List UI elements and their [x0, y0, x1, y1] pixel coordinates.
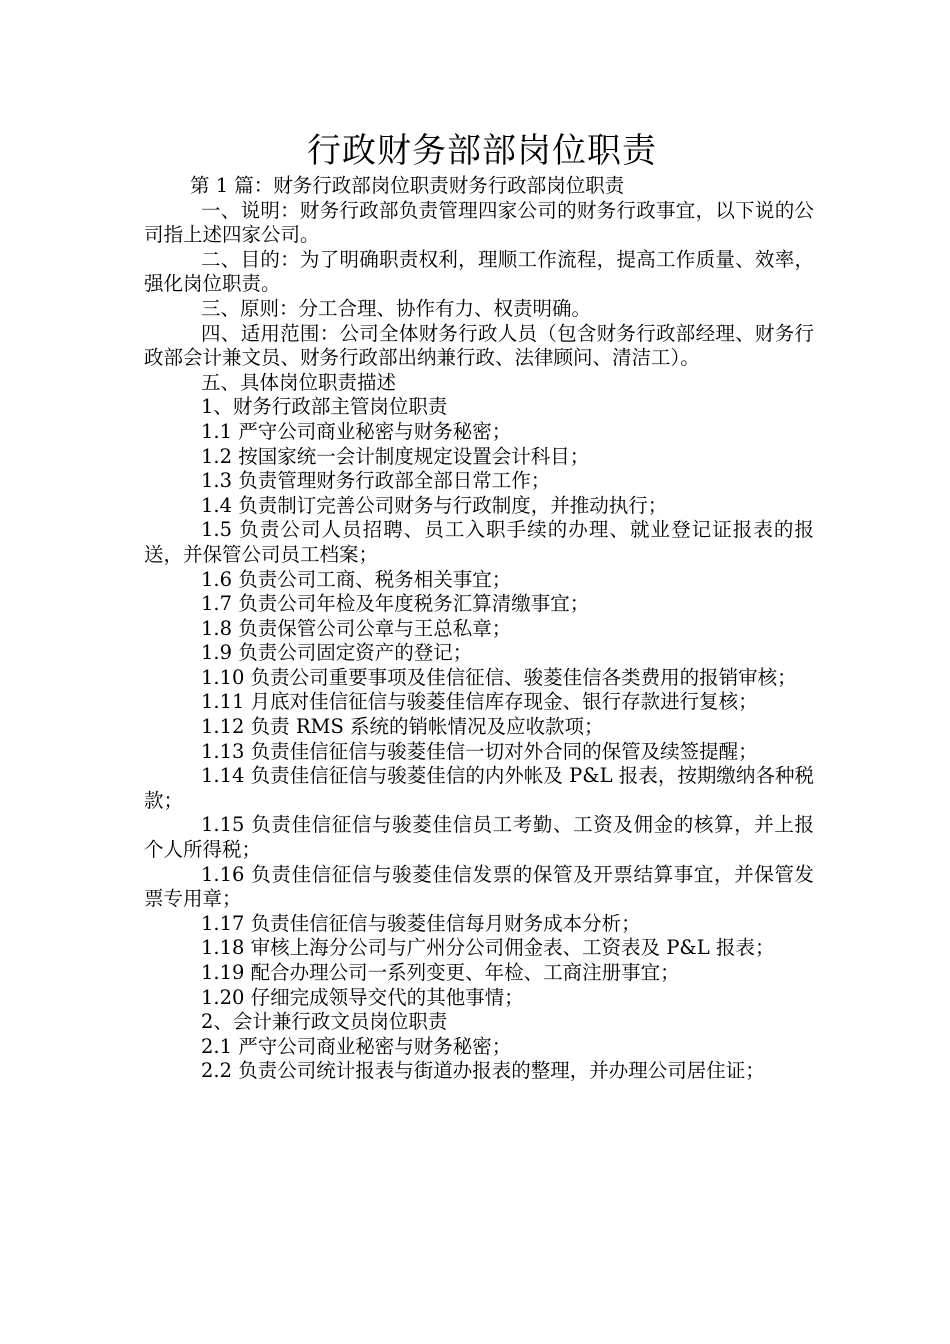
duty-item: 1.9 负责公司固定资产的登记； — [201, 641, 473, 665]
duty-item: 1.17 负责佳信征信与骏菱佳信每月财务成本分析； — [201, 911, 641, 935]
duty-item: 1.20 仔细完成领导交代的其他事情； — [201, 985, 524, 1009]
paragraph-purpose: 二、目的：为了明确职责权利，理顺工作流程，提高工作质量、效率，强化岗位职责。 — [144, 247, 814, 296]
paragraph-principle: 三、原则：分工合理、协作有力、权责明确。 — [201, 296, 592, 320]
duty-item: 1.13 负责佳信征信与骏菱佳信一切对外合同的保管及续签提醒； — [201, 739, 758, 763]
duty-item: 1.15 负责佳信征信与骏菱佳信员工考勤、工资及佣金的核算，并上报个人所得税； — [144, 813, 814, 862]
document-page — [144, 128, 814, 1084]
duty-item: 1.11 月底对佳信征信与骏菱佳信库存现金、银行存款进行复核； — [201, 690, 758, 714]
duty-item: 1.3 负责管理财务行政部全部日常工作； — [201, 469, 551, 493]
duty-item: 2.1 严守公司商业秘密与财务秘密； — [201, 1034, 512, 1058]
subsection-heading-supervisor: 1、财务行政部主管岗位职责 — [201, 395, 448, 419]
duty-item: 1.12 负责 RMS 系统的销帐情况及应收款项； — [201, 715, 604, 739]
duty-item: 2.2 负责公司统计报表与街道办报表的整理，并办理公司居住证； — [201, 1059, 765, 1083]
paragraph-explanation: 一、说明：财务行政部负责管理四家公司的财务行政事宜，以下说的公司指上述四家公司。 — [144, 198, 814, 247]
duty-item: 1.8 负责保管公司公章与王总私章； — [201, 616, 512, 640]
duty-item: 1.6 负责公司工商、税务相关事宜； — [201, 567, 512, 591]
duty-item: 1.14 负责佳信征信与骏菱佳信的内外帐及 P&L 报表，按期缴纳各种税款； — [144, 764, 814, 812]
duty-item: 1.1 严守公司商业秘密与财务秘密； — [201, 419, 512, 443]
document-body — [144, 174, 814, 1084]
section-heading-duties: 五、具体岗位职责描述 — [201, 370, 397, 394]
subsection-heading-accountant: 2、会计兼行政文员岗位职责 — [201, 1010, 448, 1034]
duty-item: 1.19 配合办理公司一系列变更、年检、工商注册事宜； — [201, 961, 680, 984]
duty-item: 1.16 负责佳信征信与骏菱佳信发票的保管及开票结算事宜，并保管发票专用章； — [144, 862, 814, 911]
duty-item: 1.5 负责公司人员招聘、员工入职手续的办理、就业登记证报表的报送，并保管公司员工档案； — [144, 518, 814, 566]
duty-item: 1.10 负责公司重要事项及佳信征信、骏菱佳信各类费用的报销审核； — [201, 665, 797, 689]
duty-item: 1.18 审核上海分公司与广州分公司佣金表、工资表及 P&L 报表； — [201, 936, 775, 960]
chapter-heading: 第 1 篇：财务行政部岗位职责财务行政部岗位职责 — [190, 174, 625, 197]
duty-item: 1.2 按国家统一会计制度规定设置会计科目； — [201, 444, 590, 468]
document-title: 行政财务部部岗位职责 — [307, 131, 657, 171]
paragraph-scope: 四、适用范围：公司全体财务行政人员（包含财务行政部经理、财务行政部会计兼文员、财务行政部出纳兼行政、法律顾问、清洁工）。 — [144, 321, 814, 370]
duty-item: 1.7 负责公司年检及年度税务汇算清缴事宜； — [201, 592, 590, 616]
duty-item: 1.4 负责制订完善公司财务与行政制度，并推动执行； — [201, 493, 668, 517]
